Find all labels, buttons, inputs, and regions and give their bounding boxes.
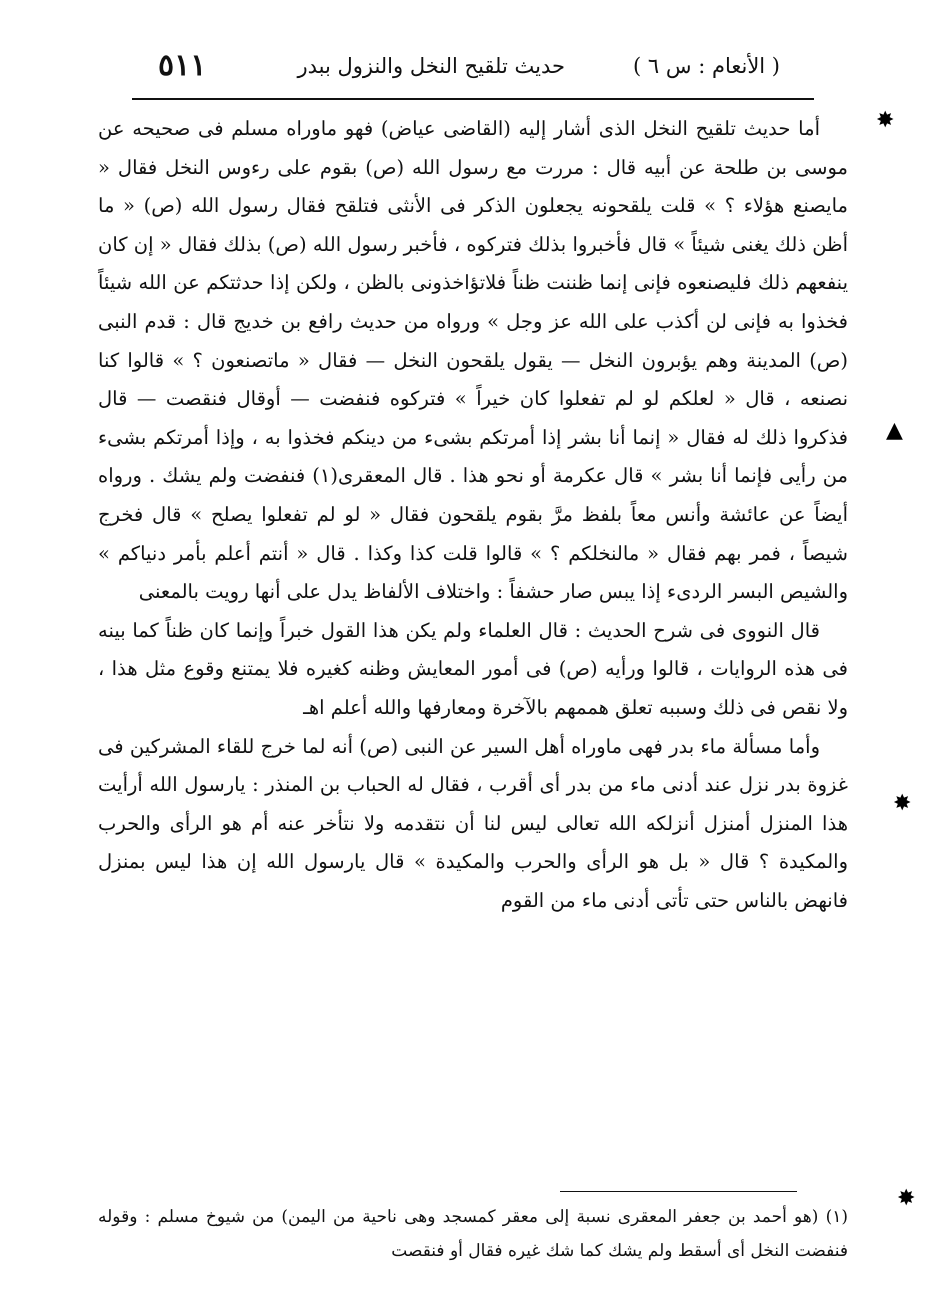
footnote-1: (١) (هو أحمد بن جعفر المعقرى نسبة إلى معقر كمسجد وهى ناحية من اليمن) من شيوخ مسلم : وقوله فنفضت النخل أى أسقط ولم يشك كما شك غيره فقال أو فنقصت (98, 1207, 848, 1261)
footnotes (98, 1200, 848, 1268)
paragraph-nawawi-commentary: قال النووى فى شرح الحديث : قال العلماء ولم يكن هذا القول خبراً وإنما كان ظناً كما بينه فى هذه الروايات ، قالوا ورأيه (ص) فى أمور المعايش وظنه كغيره فلا يمتنع وقوع مثل هذا ، ولا نقص فى ذلك وسببه تعلق هممهم بالآخرة ومعارفها والله أعلم اهـ (98, 618, 848, 719)
header-divider (132, 98, 814, 100)
page-number: ٥١١ (158, 48, 207, 83)
running-header (150, 48, 780, 94)
paragraph-pollination-hadith: أما حديث تلقيح النخل الذى أشار إليه (القاضى عياض) فهو ماوراه مسلم فى صحيحه عن موسى بن طلحة عن أبيه قال : مررت مع رسول الله (ص) بقوم على رءوس النخل فقال « مايصنع هؤلاء ؟ » قلت يلقحونه يجعلون الذكر فى الأنثى فتلقح فقال رسول الله (ص) « ما أظن ذلك يغنى شيئاً » قال فأخبروا بذلك فتركوه ، فأخبر رسول الله (ص) بذلك فقال « إن كان ينفعهم ذلك فليصنعوه فإنى إنما ظننت ظناً فلاتؤاخذونى بالظن ، ولكن إذا حدثتكم عن الله شيئاً فخذوا به فإنى لن أكذب على الله عز وجل » ورواه من حديث رافع بن خديج قال : قدم النبى (ص) المدينة وهم يؤبرون النخل — يقول يلقحون النخل — فقال « ماتصنعون ؟ » قالوا كنا نصنعه ، قال « لعلكم لو لم تفعلوا كان خيراً » فتركوه فنفضت — أوقال فنقصت — قال فذكروا ذلك له فقال « إنما أنا بشر إذا أمرتكم بشىء من دينكم فخذوا به ، وإذا أمرتكم بشىء من رأيى فإنما أنا بشر » قال عكرمة أو نحو هذا . قال المعقرى(١) فنفضت ولم يشك . ورواه أيضاً عن عائشة وأنس معاً بلفظ مرَّ بقوم يلقحون فقال « لو لم تفعلوا يصلح » قال فخرج شيصاً ، فمر بهم فقال « مالنخلكم ؟ » قالوا قلت كذا وكذا . قال « أنتم أعلم بأمر دنياكم » والشيص البسر الردىء إذا يبس صار حشفاً : واختلاف الألفاظ يدل على أنها رويت بالمعنى (98, 117, 849, 604)
margin-mark-icon: ▲ (886, 418, 903, 443)
header-chapter-reference: ( الأنعام : س ٦ ) (633, 54, 780, 78)
margin-mark-icon: ✸ (893, 791, 912, 816)
margin-mark-icon: ✸ (897, 1186, 916, 1211)
header-section-title: حديث تلقيح النخل والنزول ببدر (297, 54, 565, 78)
paragraph-badr-water: وأما مسألة ماء بدر فهى ماوراه أهل السير عن النبى (ص) أنه لما خرج للقاء المشركين فى غزوة بدر نزل عند أدنى ماء من بدر أى أقرب ، فقال له الحباب بن المنذر : يارسول الله أرأيت هذا المنزل أمنزل أنزلكه الله تعالى ليس لنا أن نتقدمه ولا نتأخر عنه أم هو الرأى والحرب والمكيدة ؟ قال « بل هو الرأى والحرب والمكيدة » قال يارسول الله إن هذا ليس بمنزل فانهض بالناس حتى تأتى أدنى ماء من القوم (98, 734, 848, 912)
footnote-divider (560, 1191, 797, 1192)
main-text (98, 110, 848, 920)
margin-mark-icon: ✸ (876, 108, 895, 133)
